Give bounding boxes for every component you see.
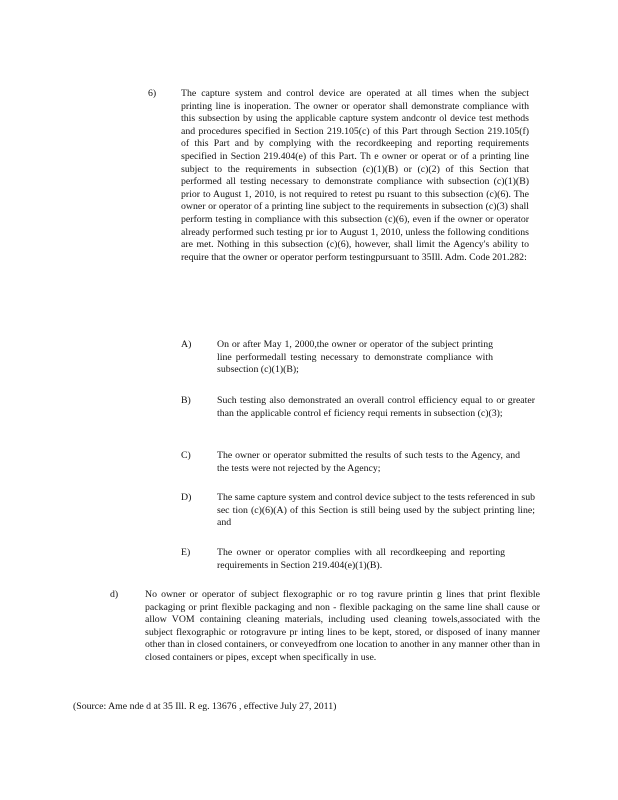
paragraph-6-text: The capture system and control device are operated at all times when the subject printing line is inoperation. The owner or operator shall demonstrate compliance with this subsection by using the applicable capture system andcontr ol device test methods and procedures specified in Section 219.105(c) of this Part through Section 219.105(f) of this Part and by complying with the recordkeeping and reporting requirements specified in Section 219.404(e) of this Part. Th e owner or operat or of a printing line subject to the requirements in subsection (c)(1)(B) or (c)(2) of this Section that performed all testing necessary to demonstrate compliance with subsection (c)(1)(B) prior to August 1, 2010, is not required to retest pu rsuant to this subsection (c)(6). The owner or operator of a printing line subject to the requirements in subsection (c)(3) shall perform testing in compliance with this subsection (c)(6), even if the owner or operator already performed such testing pr ior to August 1, 2010, unless the following conditions are met. Nothing in this subsection (c)(6), however, shall limit the Agency's ability to require that the owner or operator perform testingpursuant to 35Ill. Adm. Code 201.282: — [181, 88, 529, 263]
subitem-c-label: C) — [181, 450, 191, 461]
subitem-e-label: E) — [181, 547, 191, 558]
subitem-b-text: Such testing also demonstrated an overall control efficiency equal to or greater than the applicable control ef ficiency requi rements in subsection (c)(3); — [217, 395, 535, 419]
subitem-a-label: A) — [181, 339, 192, 350]
paragraph-d-text: No owner or operator of subject flexographic or ro tog ravure printin g lines that print flexible packaging or print flexible packaging and non - flexible packaging on the same line shall cause or allow VOM containing cleaning materials, including used cleaning towels,associated with the subject flexographic or rotogravure pr inting lines to be kept, stored, or disposed of inany manner other than in closed containers, or conveyedfrom one location to another in any manner other than in closed containers or pipes, except when specifically in use. — [145, 589, 540, 663]
subitem-c-text: The owner or operator submitted the results of such tests to the Agency, and the tests were not rejected by the Agency; — [217, 450, 520, 474]
source-note: (Source: Ame nde d at 35 Ill. R eg. 13676 , effective July 27, 2011) — [73, 701, 337, 712]
paragraph-d-label: d) — [110, 589, 119, 600]
subitem-e-text: The owner or operator complies with all recordkeeping and reporting requirements in Section 219.404(e)(1)(B). — [217, 547, 505, 571]
subitem-d-text: The same capture system and control device subject to the tests referenced in sub sec tion (c)(6)(A) of this Section is still being used by the subject printing line; and — [217, 492, 536, 529]
subitem-a-text: On or after May 1, 2000,the owner or operator of the subject printing line performedall testing necessary to demonstrate compliance with subsection (c)(1)(B); — [217, 339, 493, 376]
subitem-d-label: D) — [181, 492, 192, 503]
subitem-b-label: B) — [181, 395, 191, 406]
paragraph-6-label: 6) — [148, 88, 157, 99]
